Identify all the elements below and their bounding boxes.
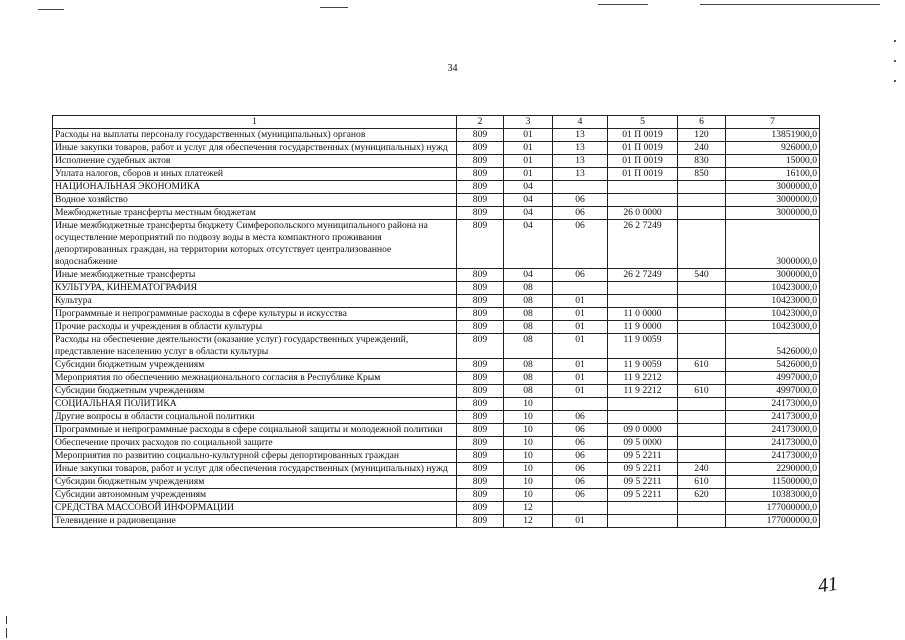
row-section-cell: 12 xyxy=(504,502,553,515)
row-amount-cell: 4997000,0 xyxy=(726,372,820,385)
row-subsection-cell xyxy=(553,502,608,515)
row-name-cell: Иные межбюджетные трансферты xyxy=(53,269,457,282)
scan-artifact-mark xyxy=(6,616,7,624)
row-section-cell: 10 xyxy=(504,450,553,463)
table-row xyxy=(53,269,820,282)
table-row xyxy=(53,295,820,308)
row-expense-type-cell: 850 xyxy=(678,168,726,181)
row-name-cell: Уплата налогов, сборов и иных платежей xyxy=(53,168,457,181)
row-expense-type-cell: 830 xyxy=(678,155,726,168)
row-section-cell: 10 xyxy=(504,398,553,411)
table-row xyxy=(53,489,820,502)
table-row xyxy=(53,398,820,411)
table-row xyxy=(53,168,820,181)
row-section-cell: 01 xyxy=(504,155,553,168)
row-name-cell: Расходы на обеспечение деятельности (оказание услуг) государственных учреждений, представление населению услуг в области культуры xyxy=(53,334,457,359)
table-row xyxy=(53,502,820,515)
row-code-cell: 809 xyxy=(457,502,504,515)
row-name-cell: Обеспечение прочих расходов по социальной защите xyxy=(53,437,457,450)
row-code-cell: 809 xyxy=(457,282,504,295)
table-row xyxy=(53,372,820,385)
table-row xyxy=(53,181,820,194)
row-target-cell xyxy=(608,398,678,411)
table-row xyxy=(53,424,820,437)
row-target-cell xyxy=(608,502,678,515)
header-cell: 1 xyxy=(53,116,457,129)
row-expense-type-cell xyxy=(678,220,726,269)
row-code-cell: 809 xyxy=(457,295,504,308)
row-subsection-cell: 01 xyxy=(553,295,608,308)
row-section-cell: 01 xyxy=(504,168,553,181)
row-section-cell: 10 xyxy=(504,411,553,424)
row-name-cell: КУЛЬТУРА, КИНЕМАТОГРАФИЯ xyxy=(53,282,457,295)
row-expense-type-cell xyxy=(678,424,726,437)
row-amount-cell: 3000000,0 xyxy=(726,269,820,282)
row-name-cell: Программные и непрограммные расходы в сфере социальной защиты и молодежной политики xyxy=(53,424,457,437)
row-subsection-cell: 06 xyxy=(553,269,608,282)
row-code-cell: 809 xyxy=(457,269,504,282)
row-amount-cell: 926000,0 xyxy=(726,142,820,155)
row-amount-cell: 5426000,0 xyxy=(726,334,820,359)
row-subsection-cell: 13 xyxy=(553,155,608,168)
row-amount-cell: 10423000,0 xyxy=(726,321,820,334)
row-expense-type-cell xyxy=(678,181,726,194)
row-section-cell: 08 xyxy=(504,321,553,334)
row-target-cell: 01 П 0019 xyxy=(608,129,678,142)
row-name-cell: Иные закупки товаров, работ и услуг для обеспечения государственных (муниципальных) нужд xyxy=(53,463,457,476)
row-amount-cell: 24173000,0 xyxy=(726,398,820,411)
row-name-cell: Субсидии автономным учреждениям xyxy=(53,489,457,502)
row-subsection-cell: 01 xyxy=(553,385,608,398)
row-name-cell: Прочие расходы и учреждения в области культуры xyxy=(53,321,457,334)
row-target-cell xyxy=(608,411,678,424)
row-subsection-cell: 06 xyxy=(553,411,608,424)
row-amount-cell: 10423000,0 xyxy=(726,282,820,295)
table-row xyxy=(53,207,820,220)
row-name-cell: СОЦИАЛЬНАЯ ПОЛИТИКА xyxy=(53,398,457,411)
row-section-cell: 10 xyxy=(504,489,553,502)
row-target-cell: 26 2 7249 xyxy=(608,220,678,269)
table-row xyxy=(53,308,820,321)
row-target-cell: 01 П 0019 xyxy=(608,155,678,168)
row-code-cell: 809 xyxy=(457,437,504,450)
row-name-cell: Расходы на выплаты персоналу государственных (муниципальных) органов xyxy=(53,129,457,142)
row-section-cell: 04 xyxy=(504,181,553,194)
row-section-cell: 08 xyxy=(504,372,553,385)
row-expense-type-cell: 120 xyxy=(678,129,726,142)
row-subsection-cell: 06 xyxy=(553,194,608,207)
row-code-cell: 809 xyxy=(457,220,504,269)
table-row xyxy=(53,220,820,269)
row-subsection-cell xyxy=(553,181,608,194)
header-cell: 6 xyxy=(678,116,726,129)
row-target-cell: 09 5 2211 xyxy=(608,450,678,463)
row-expense-type-cell xyxy=(678,194,726,207)
row-code-cell: 809 xyxy=(457,155,504,168)
row-amount-cell: 24173000,0 xyxy=(726,411,820,424)
row-amount-cell: 16100,0 xyxy=(726,168,820,181)
row-expense-type-cell xyxy=(678,437,726,450)
table-row xyxy=(53,129,820,142)
row-name-cell: Водное хозяйство xyxy=(53,194,457,207)
row-expense-type-cell xyxy=(678,450,726,463)
row-code-cell: 809 xyxy=(457,181,504,194)
row-section-cell: 01 xyxy=(504,142,553,155)
row-target-cell: 26 0 0000 xyxy=(608,207,678,220)
row-code-cell: 809 xyxy=(457,424,504,437)
row-code-cell: 809 xyxy=(457,398,504,411)
row-code-cell: 809 xyxy=(457,168,504,181)
table-row xyxy=(53,334,820,359)
row-section-cell: 12 xyxy=(504,515,553,528)
row-expense-type-cell xyxy=(678,372,726,385)
scan-artifact-mark xyxy=(6,628,7,638)
table-row xyxy=(53,411,820,424)
table-row xyxy=(53,194,820,207)
row-section-cell: 01 xyxy=(504,129,553,142)
row-amount-cell: 177000000,0 xyxy=(726,515,820,528)
row-section-cell: 08 xyxy=(504,308,553,321)
row-amount-cell: 4997000,0 xyxy=(726,385,820,398)
row-code-cell: 809 xyxy=(457,207,504,220)
row-subsection-cell: 06 xyxy=(553,220,608,269)
row-expense-type-cell: 540 xyxy=(678,269,726,282)
row-target-cell: 01 П 0019 xyxy=(608,168,678,181)
row-expense-type-cell: 610 xyxy=(678,359,726,372)
row-subsection-cell: 13 xyxy=(553,168,608,181)
row-name-cell: Субсидии бюджетным учреждениям xyxy=(53,359,457,372)
row-expense-type-cell: 610 xyxy=(678,385,726,398)
row-expense-type-cell xyxy=(678,321,726,334)
row-expense-type-cell xyxy=(678,295,726,308)
row-code-cell: 809 xyxy=(457,372,504,385)
row-section-cell: 08 xyxy=(504,334,553,359)
row-section-cell: 04 xyxy=(504,220,553,269)
row-expense-type-cell xyxy=(678,334,726,359)
row-subsection-cell: 06 xyxy=(553,450,608,463)
row-subsection-cell: 01 xyxy=(553,308,608,321)
row-name-cell: Мероприятия по обеспечению межнационального согласия в Республике Крым xyxy=(53,372,457,385)
row-code-cell: 809 xyxy=(457,385,504,398)
row-section-cell: 04 xyxy=(504,207,553,220)
row-subsection-cell: 01 xyxy=(553,321,608,334)
row-expense-type-cell xyxy=(678,515,726,528)
table-row xyxy=(53,515,820,528)
row-name-cell: Иные межбюджетные трансферты бюджету Симферопольского муниципального района на осуществление мероприятий по подвозу воды в места компактного проживания депортированных граждан, на территории которых отсутствует централизованное водоснабжение xyxy=(53,220,457,269)
row-amount-cell: 3000000,0 xyxy=(726,181,820,194)
table-row xyxy=(53,450,820,463)
row-code-cell: 809 xyxy=(457,489,504,502)
row-name-cell: Иные закупки товаров, работ и услуг для обеспечения государственных (муниципальных) нужд xyxy=(53,142,457,155)
row-amount-cell: 24173000,0 xyxy=(726,437,820,450)
row-amount-cell: 11500000,0 xyxy=(726,476,820,489)
row-code-cell: 809 xyxy=(457,129,504,142)
row-expense-type-cell xyxy=(678,411,726,424)
row-amount-cell: 15000,0 xyxy=(726,155,820,168)
row-amount-cell: 24173000,0 xyxy=(726,450,820,463)
row-target-cell: 09 5 2211 xyxy=(608,489,678,502)
row-name-cell: Программные и непрограммные расходы в сфере культуры и искусства xyxy=(53,308,457,321)
row-subsection-cell: 06 xyxy=(553,489,608,502)
row-code-cell: 809 xyxy=(457,142,504,155)
row-subsection-cell: 06 xyxy=(553,207,608,220)
row-subsection-cell: 01 xyxy=(553,359,608,372)
row-amount-cell: 13851900,0 xyxy=(726,129,820,142)
header-cell: 7 xyxy=(726,116,820,129)
row-amount-cell: 3000000,0 xyxy=(726,207,820,220)
row-target-cell: 09 0 0000 xyxy=(608,424,678,437)
scan-artifact-dot xyxy=(894,40,896,42)
row-subsection-cell: 01 xyxy=(553,515,608,528)
row-target-cell xyxy=(608,515,678,528)
row-target-cell: 11 9 2212 xyxy=(608,385,678,398)
row-target-cell: 26 2 7249 xyxy=(608,269,678,282)
scan-artifact-line xyxy=(598,4,648,5)
row-section-cell: 10 xyxy=(504,437,553,450)
row-subsection-cell: 01 xyxy=(553,334,608,359)
header-cell: 4 xyxy=(553,116,608,129)
row-name-cell: Другие вопросы в области социальной политики xyxy=(53,411,457,424)
row-code-cell: 809 xyxy=(457,334,504,359)
row-amount-cell: 10423000,0 xyxy=(726,308,820,321)
row-target-cell: 11 9 2212 xyxy=(608,372,678,385)
row-amount-cell: 24173000,0 xyxy=(726,424,820,437)
row-section-cell: 08 xyxy=(504,282,553,295)
row-name-cell: Телевидение и радиовещание xyxy=(53,515,457,528)
row-subsection-cell: 01 xyxy=(553,372,608,385)
row-section-cell: 08 xyxy=(504,359,553,372)
row-name-cell: Субсидии бюджетным учреждениям xyxy=(53,476,457,489)
row-code-cell: 809 xyxy=(457,194,504,207)
table-row xyxy=(53,359,820,372)
row-expense-type-cell: 620 xyxy=(678,489,726,502)
table-row xyxy=(53,476,820,489)
row-target-cell: 01 П 0019 xyxy=(608,142,678,155)
table-row xyxy=(53,142,820,155)
row-name-cell: НАЦИОНАЛЬНАЯ ЭКОНОМИКА xyxy=(53,181,457,194)
row-target-cell xyxy=(608,282,678,295)
table-row xyxy=(53,282,820,295)
header-cell: 2 xyxy=(457,116,504,129)
row-code-cell: 809 xyxy=(457,359,504,372)
table-row xyxy=(53,437,820,450)
row-expense-type-cell: 240 xyxy=(678,142,726,155)
row-target-cell: 11 9 0059 xyxy=(608,334,678,359)
row-section-cell: 04 xyxy=(504,269,553,282)
row-amount-cell: 177000000,0 xyxy=(726,502,820,515)
row-section-cell: 10 xyxy=(504,463,553,476)
row-expense-type-cell xyxy=(678,398,726,411)
row-code-cell: 809 xyxy=(457,476,504,489)
row-name-cell: Мероприятия по развитию социально-культурной сферы депортированных граждан xyxy=(53,450,457,463)
row-target-cell: 09 5 2211 xyxy=(608,476,678,489)
row-code-cell: 809 xyxy=(457,308,504,321)
scan-artifact-dot xyxy=(894,80,896,82)
row-expense-type-cell xyxy=(678,308,726,321)
scan-artifact-line xyxy=(38,9,64,10)
row-target-cell: 11 9 0000 xyxy=(608,321,678,334)
row-expense-type-cell xyxy=(678,502,726,515)
table-row xyxy=(53,321,820,334)
scan-artifact-dot xyxy=(894,60,896,62)
row-code-cell: 809 xyxy=(457,411,504,424)
row-expense-type-cell: 240 xyxy=(678,463,726,476)
row-subsection-cell xyxy=(553,282,608,295)
row-section-cell: 04 xyxy=(504,194,553,207)
row-name-cell: Культура xyxy=(53,295,457,308)
row-subsection-cell: 13 xyxy=(553,142,608,155)
row-expense-type-cell xyxy=(678,207,726,220)
row-code-cell: 809 xyxy=(457,450,504,463)
row-subsection-cell xyxy=(553,398,608,411)
row-amount-cell: 2290000,0 xyxy=(726,463,820,476)
row-subsection-cell: 13 xyxy=(553,129,608,142)
row-code-cell: 809 xyxy=(457,463,504,476)
row-name-cell: Субсидии бюджетным учреждениям xyxy=(53,385,457,398)
row-amount-cell: 3000000,0 xyxy=(726,220,820,269)
scan-artifact-line xyxy=(700,4,880,5)
scan-artifact-line xyxy=(320,7,348,8)
row-name-cell: Межбюджетные трансферты местным бюджетам xyxy=(53,207,457,220)
row-target-cell: 09 5 0000 xyxy=(608,437,678,450)
table-row xyxy=(53,385,820,398)
budget-table xyxy=(52,115,820,528)
row-target-cell: 09 5 2211 xyxy=(608,463,678,476)
row-section-cell: 08 xyxy=(504,295,553,308)
table-header-row xyxy=(53,116,820,129)
header-cell: 3 xyxy=(504,116,553,129)
row-expense-type-cell: 610 xyxy=(678,476,726,489)
page-number: 34 xyxy=(447,63,458,74)
row-amount-cell: 3000000,0 xyxy=(726,194,820,207)
row-expense-type-cell xyxy=(678,282,726,295)
row-amount-cell: 10423000,0 xyxy=(726,295,820,308)
row-section-cell: 10 xyxy=(504,424,553,437)
handwritten-page-number: 41 xyxy=(816,572,840,598)
row-target-cell xyxy=(608,194,678,207)
row-code-cell: 809 xyxy=(457,321,504,334)
row-subsection-cell: 06 xyxy=(553,437,608,450)
row-code-cell: 809 xyxy=(457,515,504,528)
row-name-cell: СРЕДСТВА МАССОВОЙ ИНФОРМАЦИИ xyxy=(53,502,457,515)
row-subsection-cell: 06 xyxy=(553,463,608,476)
row-amount-cell: 10383000,0 xyxy=(726,489,820,502)
table-row xyxy=(53,155,820,168)
row-subsection-cell: 06 xyxy=(553,424,608,437)
row-target-cell xyxy=(608,181,678,194)
table-row xyxy=(53,463,820,476)
row-subsection-cell: 06 xyxy=(553,476,608,489)
row-section-cell: 08 xyxy=(504,385,553,398)
row-name-cell: Исполнение судебных актов xyxy=(53,155,457,168)
row-target-cell xyxy=(608,295,678,308)
row-target-cell: 11 0 0000 xyxy=(608,308,678,321)
header-cell: 5 xyxy=(608,116,678,129)
row-target-cell: 11 9 0059 xyxy=(608,359,678,372)
row-section-cell: 10 xyxy=(504,476,553,489)
row-amount-cell: 5426000,0 xyxy=(726,359,820,372)
